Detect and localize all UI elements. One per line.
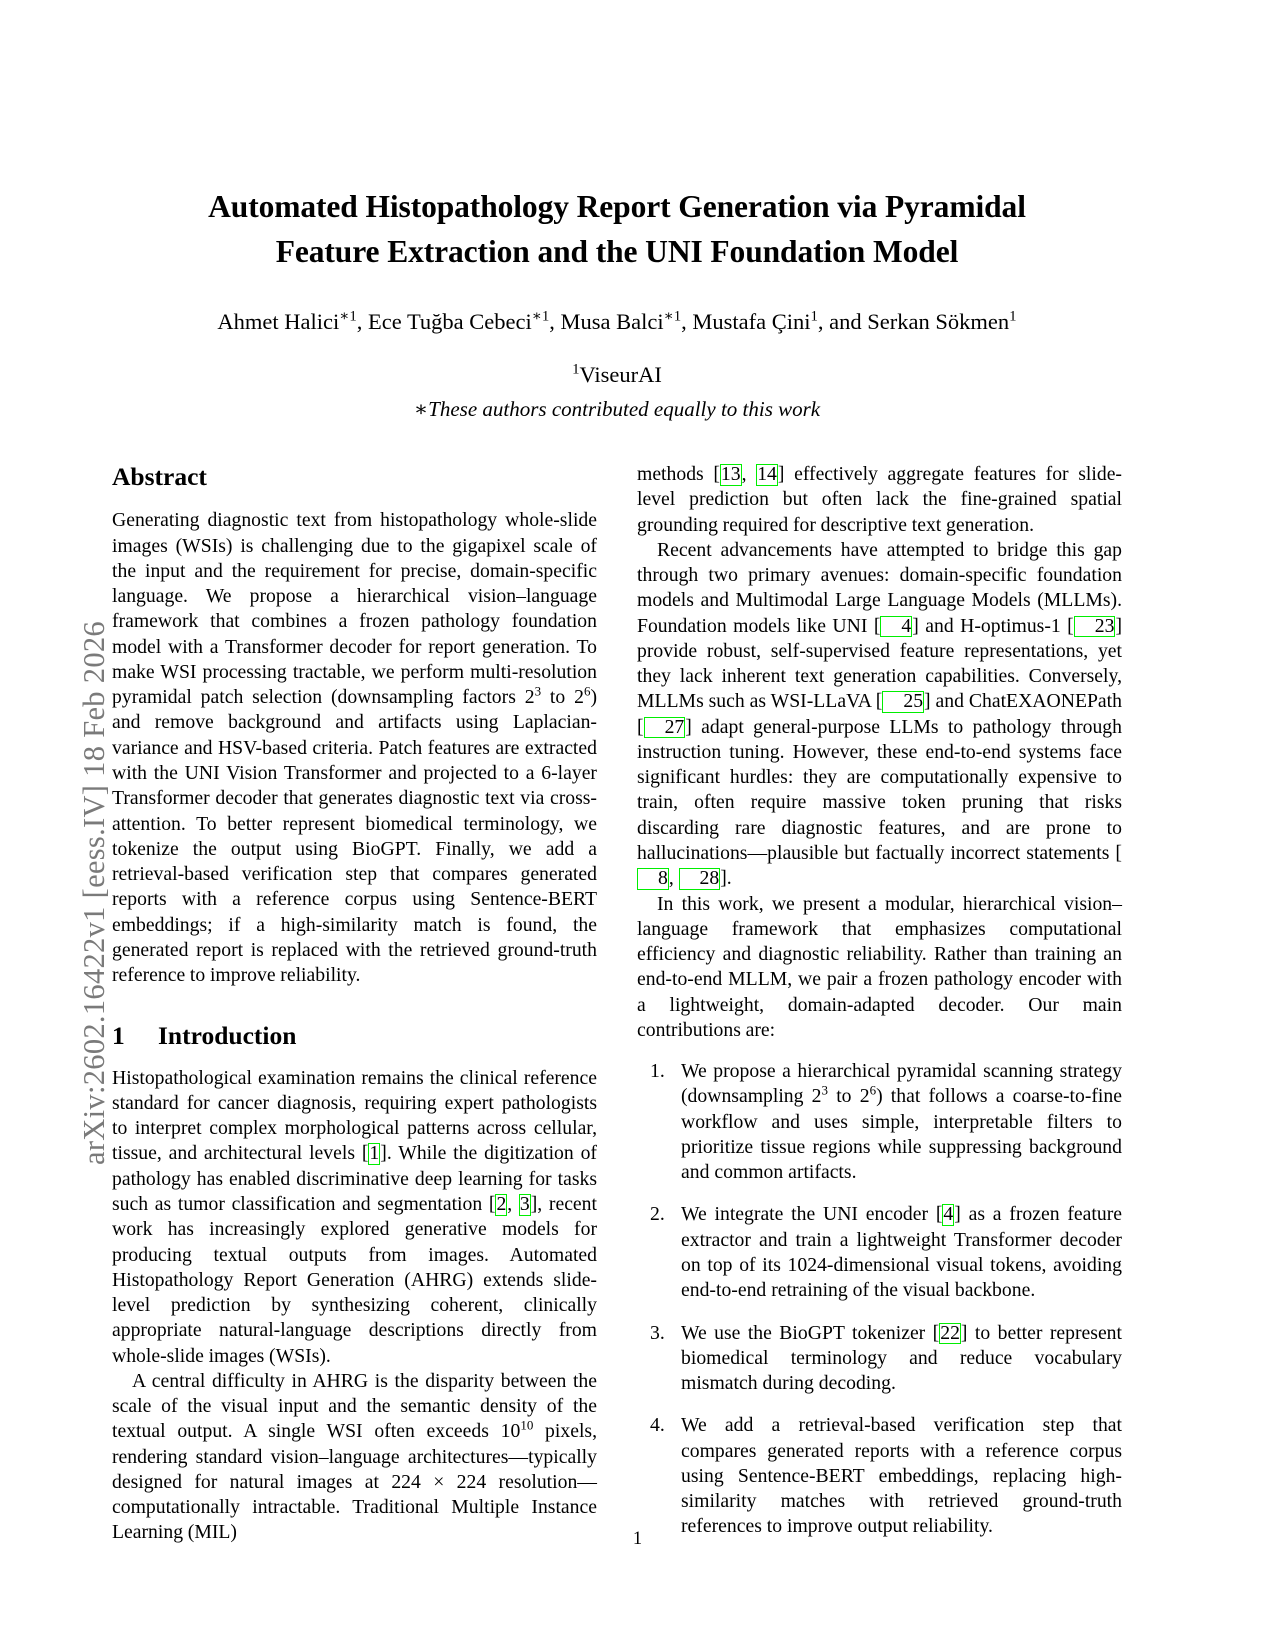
list-item — [637, 1413, 1122, 1539]
section-number: 1 — [112, 1021, 125, 1051]
author-name: Ece Tuğba Cebeci — [368, 309, 532, 335]
abstract-exponent-6: 6 — [583, 683, 591, 699]
author-name: Mustafa Çini — [692, 309, 811, 335]
author-name: Serkan Sökmen — [867, 309, 1010, 335]
list-item — [637, 1321, 1122, 1397]
author-name: Ahmet Halici — [217, 309, 340, 335]
contrib-1-exp-6: 6 — [869, 1082, 877, 1098]
author-sup: ∗1 — [531, 308, 550, 325]
title-line-2: Feature Extraction and the UNI Foundation Model — [275, 233, 959, 269]
author-sup: 1 — [810, 308, 818, 325]
abstract-text-a: Generating diagnostic text from histopathology whole-slide images (WSIs) is challenging due to the gigapixel scale of the input and the requirement for precise, domain-specific language. We propose a hierarchical vision–language framework that combines a frozen pathology foundation model with a Transformer decoder for report generation. To make WSI processing tractable, we perform multi-resolution pyramidal patch selection (downsampling factors 2 — [112, 509, 597, 709]
intro-paragraph-4: In this work, we present a modular, hierarchical vision–language framework that emphasizes computational efficiency and diagnostic reliability. Rather than training an end-to-end MLLM, we pair a frozen pathology encoder with a lightweight, domain-adapted decoder. Our main contributions are: — [637, 892, 1122, 1041]
contrib-3-a: We use the BioGPT tokenizer [ — [681, 1321, 940, 1344]
contrib-1-b: to 2 — [828, 1085, 870, 1108]
list-item — [637, 1059, 1122, 1185]
affiliation-name: ViseurAI — [579, 361, 662, 387]
abstract-text-c: ) and remove background and artifacts using Laplacian-variance and HSV-based criteria. Patch features are extracted with the UNI Vision Transformer and projected to a 6-layer Transformer decoder that generates diagnostic text via cross-attention. To better represent biomedical terminology, we tokenize the output using BioGPT. Finally, we add a retrieval-based verification step that compares generated reports with a reference corpus using Sentence-BERT embeddings; if a high-similarity match is found, the generated report is replaced with the retrieved ground-truth reference to improve reliability. — [112, 686, 597, 987]
author-list — [112, 307, 1122, 336]
intro-p3-b: ] and H-optimus-1 [ — [912, 614, 1074, 637]
citation-28[interactable]: 28 — [679, 868, 721, 890]
citation-8[interactable]: 8 — [637, 868, 669, 890]
author-sep: , — [681, 309, 693, 335]
arxiv-stamp: arXiv:2602.16422v1 [eess.IV] 18 Feb 2026 — [77, 621, 111, 1165]
intro-p1-d: ], recent work has increasingly explored generative models for producing textual outputs from images. Automated Histopathology Report Generation (AHRG) extends slide-level prediction by synthesizing coherent, clinically appropriate natural-language descriptions directly from whole-slide images (WSIs). — [112, 1193, 597, 1367]
author-sup: 1 — [1009, 308, 1017, 325]
intro-exponent-10: 10 — [520, 1417, 534, 1433]
left-column — [112, 462, 597, 1546]
author-sep: , — [356, 309, 369, 335]
section-title: Introduction — [158, 1021, 297, 1051]
intro-p2-a: A central difficulty in AHRG is the disparity between the scale of the visual input and the semantic density of the textual output. A single WSI often exceeds 10 — [112, 1369, 597, 1443]
right-column — [637, 462, 1122, 1557]
affiliation-sup: 1 — [572, 361, 580, 378]
list-item — [637, 1202, 1122, 1303]
abstract-text-b: to 2 — [541, 686, 584, 709]
citation-22[interactable]: 22 — [940, 1321, 960, 1344]
two-column-body — [112, 462, 1122, 1544]
contrib-1-exp-3: 3 — [821, 1082, 829, 1098]
intro-p3-d: ] and ChatEXAONEPath [ — [637, 690, 1122, 738]
intro-p1-b: ]. While the digitization of pathology has enabled discriminative deep learning for tasks such as tumor classification and segmentation [ — [112, 1142, 597, 1215]
citation-3[interactable]: 3 — [519, 1193, 530, 1215]
author-sup: ∗1 — [663, 308, 682, 325]
page-number: 1 — [632, 1529, 643, 1549]
intro-p1-c: , — [507, 1193, 519, 1215]
citation-13[interactable]: 13 — [720, 463, 741, 485]
abstract-heading: Abstract — [112, 462, 207, 491]
intro-paragraph-2-tail — [637, 462, 1122, 538]
methods-word: methods [ — [637, 463, 720, 485]
citation-1[interactable]: 1 — [369, 1142, 380, 1165]
intro-p3-f: , — [668, 867, 679, 890]
title-line-1: Automated Histopathology Report Generation via Pyramidal — [208, 189, 1026, 224]
equal-contribution-note: ∗These authors contributed equally to this work — [413, 396, 821, 421]
affiliation — [112, 362, 1122, 388]
contrib-4-a: We add a retrieval-based verification step that compares generated reports with a reference corpus using Sentence-BERT embeddings, replacing high-similarity matches with retrieved ground-truth references to improve output reliability. — [681, 1414, 1122, 1538]
author-name: Musa Balci — [560, 309, 664, 335]
intro-p3-c: ] provide robust, self-supervised feature representations, yet they lack inherent text generation capabilities. Conversely, MLLMs such as WSI-LLaVA [ — [637, 614, 1122, 713]
page-title — [162, 185, 1072, 274]
intro-p2-c: , — [741, 463, 757, 485]
citation-14[interactable]: 14 — [757, 463, 777, 485]
intro-p3-g: ]. — [720, 867, 732, 890]
contributions-list — [637, 1059, 1122, 1540]
author-sep: , — [549, 309, 561, 335]
abstract-exponent-3: 3 — [534, 683, 542, 699]
intro-p3-a: Recent advancements have attempted to bridge this gap through two primary avenues: domain-specific foundation models and Multimodal Large Language Models (MLLMs). Foundation models like UNI [ — [637, 538, 1122, 637]
citation-23[interactable]: 23 — [1074, 616, 1116, 638]
introduction-heading — [112, 1021, 597, 1050]
intro-paragraph-2 — [112, 1369, 597, 1546]
citation-4[interactable]: 4 — [880, 616, 912, 638]
citation-4[interactable]: 4 — [943, 1203, 954, 1226]
author-sup: ∗1 — [339, 308, 357, 325]
contrib-1-a: We propose a hierarchical pyramidal scanning strategy (downsampling 2 — [681, 1060, 1122, 1108]
author-and: , and — [817, 309, 868, 335]
intro-p1-a: Histopathological examination remains the clinical reference standard for cancer diagnosis, requiring expert pathologists to interpret complex morphological patterns across cellular, tissue, and architectural levels [ — [112, 1066, 597, 1165]
intro-p3-e: ] adapt general-purpose LLMs to pathology through instruction tuning. However, these end-to-end systems face significant hurdles: they are computationally expensive to train, often require massive token pruning that risks discarding rare diagnostic features, and are prone to hallucinations—plausible but factually incorrect statements [ — [637, 715, 1122, 864]
paper-header — [112, 0, 1122, 422]
abstract-paragraph — [112, 508, 597, 988]
title-block — [112, 0, 1122, 422]
contrib-2-b: ] as a frozen feature extractor and train a lightweight Transformer decoder on top of its 1024-dimensional visual tokens, avoiding end-to-end retraining of the visual backbone. — [681, 1203, 1122, 1302]
intro-paragraph-1 — [112, 1066, 597, 1369]
intro-p2-d: ] effectively aggregate features for slide-level prediction but often lack the fine-grained spatial grounding required for descriptive text generation. — [637, 463, 1122, 536]
contrib-2-a: We integrate the UNI encoder [ — [681, 1203, 943, 1226]
citation-2[interactable]: 2 — [496, 1193, 507, 1215]
intro-paragraph-3 — [637, 538, 1122, 892]
citation-25[interactable]: 25 — [882, 691, 924, 713]
intro-p2-b: pixels, rendering standard vision–language architectures—typically designed for natural images at 224 × 224 resolution—computationally intractable. Traditional Multiple Instance Learning (MIL) — [112, 1420, 598, 1544]
contrib-1-c: ) that follows a coarse-to-fine workflow and uses simple, interpretable filters to prioritize tissue regions while suppressing background and common artifacts. — [681, 1085, 1122, 1184]
citation-27[interactable]: 27 — [644, 717, 686, 739]
contrib-3-b: ] to better represent biomedical terminology and reduce vocabulary mismatch during decoding. — [681, 1321, 1122, 1395]
